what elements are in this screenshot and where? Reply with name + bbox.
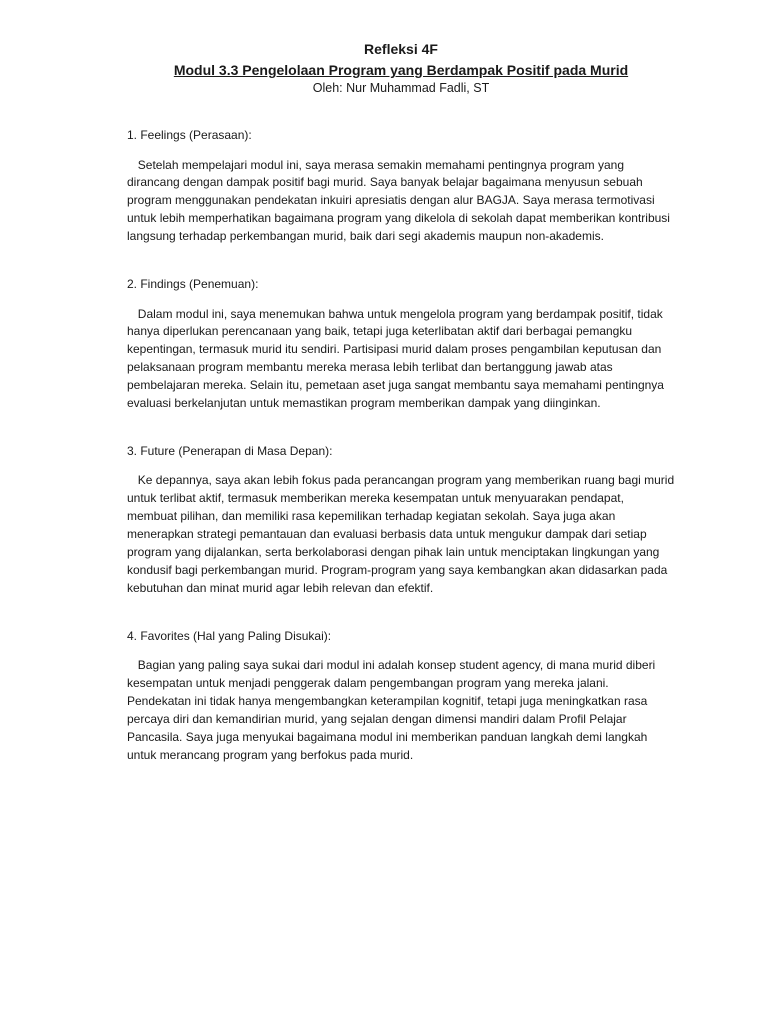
document-author: Oleh: Nur Muhammad Fadli, ST bbox=[312, 81, 490, 95]
section-heading: 4. Favorites (Hal yang Paling Disukai): bbox=[127, 628, 332, 643]
section-paragraph: Ke depannya, saya akan lebih fokus pada perancangan program yang memberikan ruang bagi murid untuk terlibat aktif, termasuk memberikan mereka kesempatan untuk menyuarakan pendapat, membuat pilihan, dan memiliki rasa kepemilikan terhadap kegiatan sekolah. Saya juga akan menerapkan strategi pemantauan dan evaluasi berbasis data untuk mengukur dampak dari setiap program yang dijalankan, serta berkolaborasi dengan pihak lain untuk menciptakan lingkungan yang kondusif bagi perkembangan murid. Program-program yang saya kembangkan akan didasarkan pada kebutuhan dan minat murid agar lebih relevan dan efektif. bbox=[127, 473, 675, 595]
document-title: Refleksi 4F bbox=[364, 41, 438, 57]
section-feelings bbox=[127, 127, 675, 246]
document-subtitle: Modul 3.3 Pengelolaan Program yang Berdampak Positif pada Murid bbox=[173, 62, 629, 78]
section-paragraph: Bagian yang paling saya sukai dari modul ini adalah konsep student agency, di mana murid diberi kesempatan untuk menjadi penggerak dalam pengembangan program yang mereka jalani. Pendekatan ini tidak hanya mengembangkan keterampilan kognitif, tetapi juga meningkatkan rasa percaya diri dan kemandirian murid, yang sejalan dengan dimensi mandiri dalam Profil Pelajar Pancasila. Saya juga menyukai bagaimana modul ini memberikan panduan langkah demi langkah untuk merancang program yang berfokus pada murid. bbox=[127, 658, 656, 762]
section-future bbox=[127, 443, 675, 598]
section-heading: 2. Findings (Penemuan): bbox=[127, 277, 259, 292]
section-heading: 1. Feelings (Perasaan): bbox=[127, 128, 252, 142]
section-paragraph: Setelah mempelajari modul ini, saya merasa semakin memahami pentingnya program yang dirancang dengan dampak positif bagi murid. Saya banyak belajar bagaimana menyusun sebuah program menggunakan pendekatan inkuiri apresiatis dengan alur BAGJA. Saya merasa termotivasi untuk lebih memperhatikan bagaimana program yang dikelola di sekolah dapat memberikan kontribusi langsung terhadap perkembangan murid, baik dari segi akademis maupun non-akademis. bbox=[127, 157, 670, 244]
section-findings bbox=[127, 276, 675, 413]
document-header bbox=[117, 40, 685, 96]
section-heading: 3. Future (Penerapan di Masa Depan): bbox=[127, 443, 333, 458]
section-favorites bbox=[127, 628, 675, 765]
section-paragraph: Dalam modul ini, saya menemukan bahwa untuk mengelola program yang berdampak positif, tidak hanya diperlukan perencanaan yang baik, tetapi juga keterlibatan aktif dari berbagai pemangku kepentingan, termasuk murid itu sendiri. Partisipasi murid dalam proses pengambilan keputusan dan pelaksanaan program membantu mereka merasa lebih terlibat dan bertanggung jawab atas pembelajaran mereka. Selain itu, pemetaan aset juga sangat membantu saya memahami pentingnya evaluasi berkelanjutan untuk memastikan program memberikan dampak yang diinginkan. bbox=[127, 306, 664, 411]
